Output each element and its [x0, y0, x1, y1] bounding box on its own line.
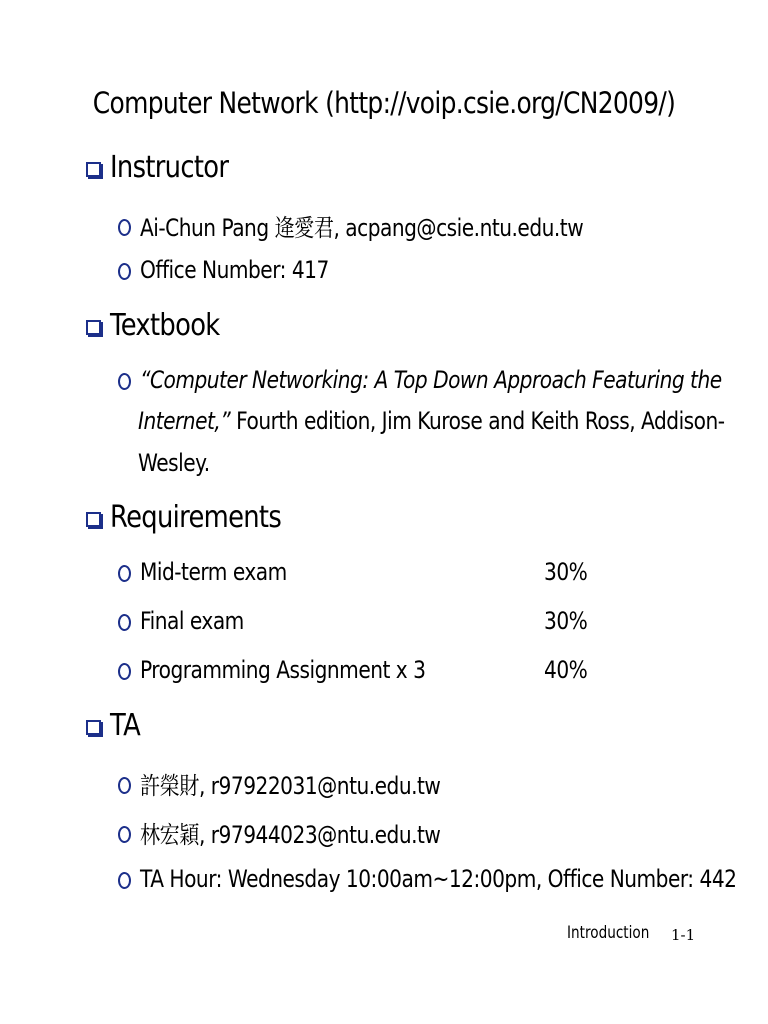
footer-page-number: 1-1: [671, 926, 696, 944]
section-ta: [86, 708, 145, 743]
requirement-item: [118, 656, 480, 684]
textbook-title-1: “Computer Networking: A Top Down Approach Featuring the: [140, 366, 722, 394]
instructor-name-item: [118, 208, 668, 243]
circle-bullet-icon: [118, 826, 131, 843]
ta-1-text: 許榮財, r97922031@ntu.edu.tw: [140, 772, 441, 800]
square-bullet-icon: [86, 720, 101, 735]
requirement-item: [118, 558, 315, 586]
requirement-weight: 30%: [544, 607, 588, 635]
requirement-weight: 40%: [544, 656, 588, 684]
circle-bullet-icon: [118, 263, 131, 280]
ta-item-1: [118, 766, 498, 801]
section-heading-instructor: Instructor: [110, 150, 229, 185]
textbook-line-2: [138, 407, 725, 435]
textbook-title-line-1: [140, 366, 722, 394]
square-bullet-icon: [86, 162, 101, 177]
textbook-title-2: Internet,”: [138, 407, 231, 435]
ta-hours-item: [118, 865, 768, 893]
circle-bullet-icon: [118, 777, 131, 794]
textbook-item: [118, 366, 768, 394]
circle-bullet-icon: [118, 373, 131, 390]
requirement-item: [118, 607, 264, 635]
section-requirements: [86, 500, 309, 535]
section-heading-requirements: Requirements: [110, 500, 282, 535]
square-bullet-icon: [86, 320, 101, 335]
section-instructor: [86, 150, 248, 185]
instructor-office-item: [118, 256, 365, 284]
requirement-label: Final exam: [140, 607, 244, 635]
slide-title: Computer Network (http://voip.csie.org/CN2009/): [92, 86, 676, 120]
ta-2-text: 林宏穎, r97944023@ntu.edu.tw: [140, 821, 441, 849]
footer-section-label: Introduction: [567, 923, 650, 943]
section-heading-ta: TA: [110, 708, 141, 743]
instructor-office-text: Office Number: 417: [140, 256, 329, 284]
requirement-label: Programming Assignment x 3: [140, 656, 426, 684]
requirement-weight: 30%: [544, 558, 588, 586]
ta-item-2: [118, 815, 498, 850]
circle-bullet-icon: [118, 614, 131, 631]
requirement-label: Mid-term exam: [140, 558, 287, 586]
textbook-details-1: Fourth edition, Jim Kurose and Keith Ross, Addison-: [230, 407, 725, 435]
square-bullet-icon: [86, 512, 101, 527]
section-textbook: [86, 308, 237, 343]
circle-bullet-icon: [118, 663, 131, 680]
section-heading-textbook: Textbook: [110, 308, 220, 343]
ta-hours-text: TA Hour: Wednesday 10:00am~12:00pm, Office Number: 442: [140, 865, 737, 893]
textbook-details-2: Wesley.: [138, 449, 210, 477]
circle-bullet-icon: [118, 219, 131, 236]
instructor-name-text: Ai-Chun Pang 逄愛君, acpang@csie.ntu.edu.tw: [140, 214, 584, 242]
circle-bullet-icon: [118, 565, 131, 582]
circle-bullet-icon: [118, 872, 131, 889]
